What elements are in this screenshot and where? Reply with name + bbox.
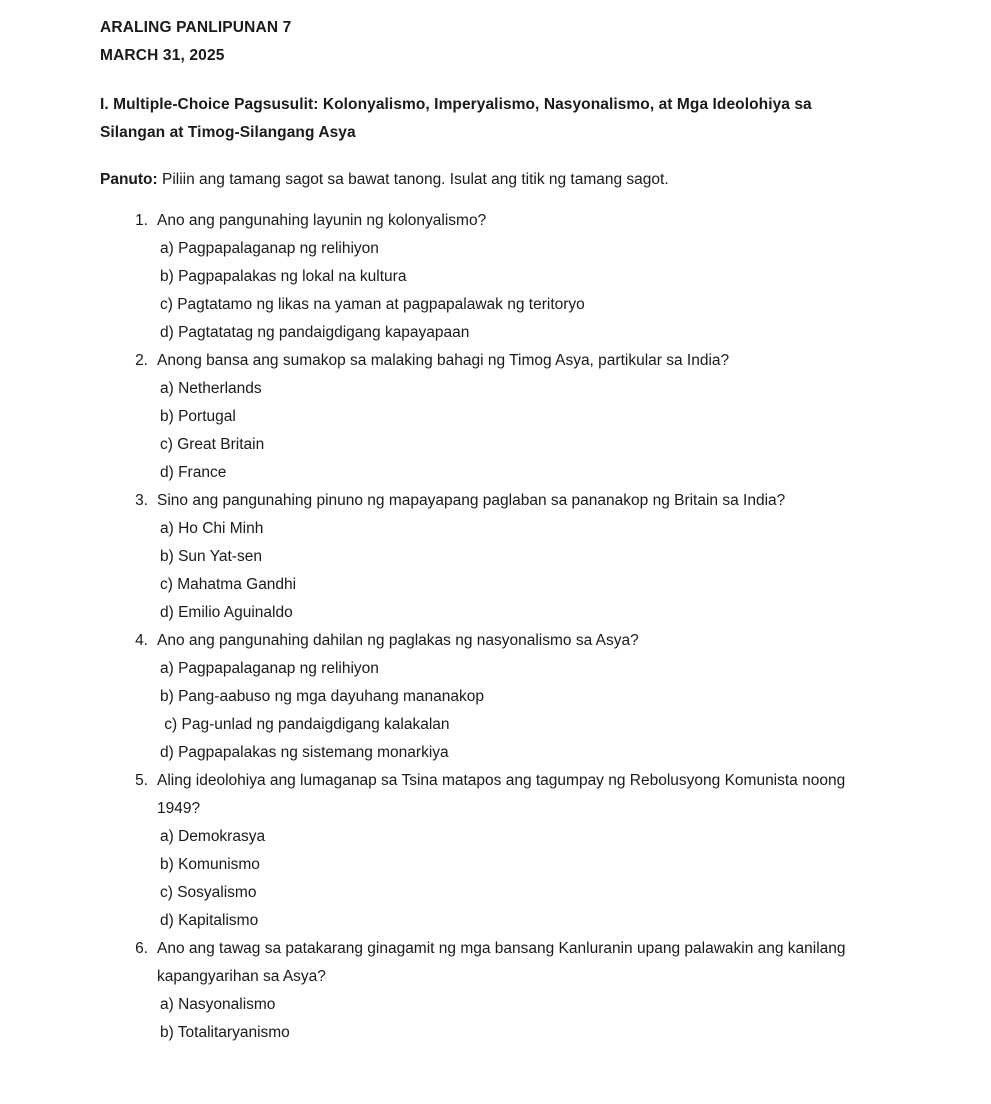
question-number: 4.: [135, 632, 148, 649]
answer-option[interactable]: b) Portugal: [160, 408, 236, 425]
answer-option[interactable]: c) Mahatma Gandhi: [160, 576, 297, 593]
option-list: [157, 375, 878, 487]
question-item: [100, 487, 878, 627]
question-list: [100, 207, 878, 1047]
question-number: 3.: [135, 492, 148, 509]
subject-line: ARALING PANLIPUNAN 7: [100, 19, 292, 36]
option-list: [157, 235, 878, 347]
question-item: [100, 767, 878, 935]
answer-option[interactable]: a) Nasyonalismo: [160, 996, 276, 1013]
answer-option[interactable]: b) Pagpapalakas ng lokal na kultura: [160, 268, 407, 285]
question-number: 5.: [135, 772, 148, 789]
answer-option[interactable]: d) Pagpapalakas ng sistemang monarkiya: [160, 744, 449, 761]
directions-label: Panuto:: [100, 171, 158, 188]
question-text: Sino ang pangunahing pinuno ng mapayapang paglaban sa pananakop ng Britain sa India?: [157, 492, 786, 509]
question-item: [100, 347, 878, 487]
answer-option[interactable]: b) Pang-aabuso ng mga dayuhang mananakop: [160, 688, 485, 705]
question-text: Ano ang pangunahing layunin ng kolonyalismo?: [157, 212, 487, 229]
question-text: Ano ang pangunahing dahilan ng paglakas ng nasyonalismo sa Asya?: [157, 632, 639, 649]
question-number: 2.: [135, 352, 148, 369]
question-text: Anong bansa ang sumakop sa malaking bahagi ng Timog Asya, partikular sa India?: [157, 352, 730, 369]
option-list: [157, 991, 878, 1047]
question-item: [100, 207, 878, 347]
answer-option[interactable]: a) Demokrasya: [160, 828, 266, 845]
answer-option[interactable]: c) Pag-unlad ng pandaigdigang kalakalan: [160, 716, 450, 733]
question-number: 6.: [135, 940, 148, 957]
answer-option[interactable]: d) Pagtatatag ng pandaigdigang kapayapaan: [160, 324, 470, 341]
option-list: [157, 515, 878, 627]
answer-option[interactable]: a) Pagpapalaganap ng relihiyon: [160, 660, 379, 677]
directions-paragraph: [100, 166, 878, 194]
answer-option[interactable]: c) Sosyalismo: [160, 884, 257, 901]
answer-option[interactable]: a) Netherlands: [160, 380, 262, 397]
answer-option[interactable]: c) Pagtatamo ng likas na yaman at pagpapalawak ng teritoryo: [160, 296, 585, 313]
question-item: [100, 627, 878, 767]
answer-option[interactable]: a) Ho Chi Minh: [160, 520, 264, 537]
answer-option[interactable]: b) Komunismo: [160, 856, 260, 873]
question-item: [100, 935, 878, 1047]
question-text: Ano ang tawag sa patakarang ginagamit ng mga bansang Kanluranin upang palawakin ang kanilang kapangyarihan sa Asya?: [157, 940, 846, 985]
answer-option[interactable]: d) Kapitalismo: [160, 912, 259, 929]
directions-text: Piliin ang tamang sagot sa bawat tanong. Isulat ang titik ng tamang sagot.: [157, 171, 669, 188]
option-list: [157, 655, 878, 767]
answer-option[interactable]: b) Totalitaryanismo: [160, 1024, 290, 1041]
document-header: [100, 14, 878, 70]
question-text: Aling ideolohiya ang lumaganap sa Tsina matapos ang tagumpay ng Rebolusyong Komunista noong 1949?: [157, 772, 846, 817]
question-number: 1.: [135, 212, 148, 229]
option-list: [157, 823, 878, 935]
answer-option[interactable]: c) Great Britain: [160, 436, 265, 453]
answer-option[interactable]: d) Emilio Aguinaldo: [160, 604, 293, 621]
answer-option[interactable]: d) France: [160, 464, 227, 481]
date-line: MARCH 31, 2025: [100, 47, 225, 64]
section-title: I. Multiple-Choice Pagsusulit: Kolonyalismo, Imperyalismo, Nasyonalismo, at Mga Ideolohiya sa Silangan at Timog-Silangang Asya: [100, 96, 812, 141]
answer-option[interactable]: a) Pagpapalaganap ng relihiyon: [160, 240, 379, 257]
answer-option[interactable]: b) Sun Yat-sen: [160, 548, 262, 565]
